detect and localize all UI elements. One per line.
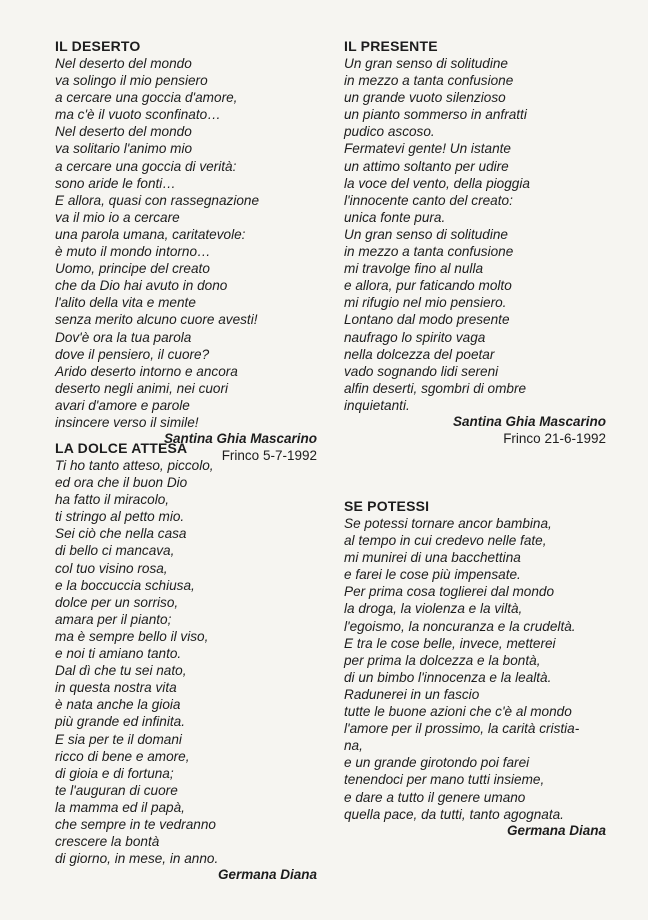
poem-line: di bello ci mancava, bbox=[55, 543, 175, 559]
poem-line: e la boccuccia schiusa, bbox=[55, 577, 195, 593]
poem-line: va il mio io a cercare bbox=[55, 209, 180, 225]
poem-line: l'amore per il prossimo, la carità cristia- bbox=[344, 721, 580, 737]
poem-line: ha fatto il miracolo, bbox=[55, 492, 170, 508]
poem-la-dolce-attesa bbox=[55, 440, 317, 883]
poem-line: che sempre in te vedranno bbox=[55, 816, 216, 832]
poem-line: avari d'amore e parole bbox=[55, 397, 190, 413]
poem-author: Germana Diana bbox=[506, 822, 606, 838]
poem-line: di un bimbo l'innocenza e la lealtà. bbox=[344, 669, 552, 685]
poem-line: E allora, quasi con rassegnazione bbox=[55, 192, 260, 208]
poem-line: deserto negli animi, nei cuori bbox=[55, 380, 229, 396]
poem-line: na, bbox=[344, 738, 363, 754]
poem-lines bbox=[55, 457, 317, 867]
poem-line: al tempo in cui credevo nelle fate, bbox=[344, 533, 547, 549]
poem-line: e noi ti amiano tanto. bbox=[55, 646, 182, 662]
poem-line: unica fonte pura. bbox=[344, 209, 446, 225]
poem-line: mi munirei di una bacchettina bbox=[344, 550, 521, 566]
poem-line: Nel deserto del mondo bbox=[55, 124, 192, 140]
poem-line: in mezzo a tanta confusione bbox=[344, 244, 514, 260]
poem-line: dove il pensiero, il cuore? bbox=[55, 346, 210, 362]
poem-line: un attimo soltanto per udire bbox=[344, 158, 509, 174]
poem-lines bbox=[55, 55, 317, 431]
poem-line: Per prima cosa toglierei dal mondo bbox=[344, 584, 555, 600]
poem-line: ti stringo al petto mio. bbox=[55, 509, 185, 525]
poem-line: a cercare una goccia di verità: bbox=[55, 158, 237, 174]
poem-line: tutte le buone azioni che c'è al mondo bbox=[344, 704, 572, 720]
poem-title: IL PRESENTE bbox=[344, 38, 438, 54]
poem-place-date: Frinco 21-6-1992 bbox=[503, 430, 606, 446]
poem-line: va solingo il mio pensiero bbox=[55, 73, 208, 89]
poem-line: va solitario l'animo mio bbox=[55, 141, 193, 157]
poem-se-potessi bbox=[344, 498, 606, 839]
poem-line: Fermatevi gente! Un istante bbox=[344, 141, 511, 157]
poem-place-date: Frinco 5-7-1992 bbox=[221, 448, 317, 464]
poem-line: E sia per te il domani bbox=[55, 731, 182, 747]
poem-line: è muto il mondo intorno… bbox=[55, 244, 211, 260]
poem-title: SE POTESSI bbox=[344, 498, 430, 514]
poem-line: Sei ciò che nella casa bbox=[55, 526, 187, 542]
poem-line: mi travolge fino al nulla bbox=[344, 261, 484, 277]
poem-line: te l'auguran di cuore bbox=[55, 782, 178, 798]
poem-line: Radunerei in un fascio bbox=[344, 686, 480, 702]
poem-line: più grande ed infinita. bbox=[55, 714, 185, 730]
poem-line: Dal dì che tu sei nato, bbox=[55, 663, 187, 679]
poem-line: naufrago lo spirito vaga bbox=[344, 329, 486, 345]
poem-line: tenendoci per mano tutti insieme, bbox=[344, 772, 545, 788]
poem-line: crescere la bontà bbox=[55, 834, 160, 850]
poem-line: la mamma ed il papà, bbox=[55, 799, 185, 815]
poem-line: Lontano dal modo presente bbox=[344, 312, 510, 328]
poem-author: Santina Ghia Mascarino bbox=[163, 431, 317, 447]
poem-line: l'egoismo, la noncuranza e la crudeltà. bbox=[344, 618, 576, 634]
poem-line: vado sognando lidi sereni bbox=[344, 363, 499, 379]
poem-line: ricco di bene e amore, bbox=[55, 748, 190, 764]
poem-line: in questa nostra vita bbox=[55, 680, 177, 696]
poem-author: Germana Diana bbox=[217, 867, 317, 883]
poem-lines bbox=[344, 515, 606, 823]
poem-line: una parola umana, caritatevole: bbox=[55, 226, 246, 242]
poem-line: la droga, la violenza e la viltà, bbox=[344, 601, 523, 617]
poem-line: amara per il pianto; bbox=[55, 611, 172, 627]
poem-line: inquietanti. bbox=[344, 397, 410, 413]
poem-line: sono aride le fonti… bbox=[55, 175, 176, 191]
poem-line: ed ora che il buon Dio bbox=[55, 475, 188, 491]
poem-line: di giorno, in mese, in anno. bbox=[55, 851, 219, 867]
poem-title: IL DESERTO bbox=[55, 38, 141, 54]
poem-line: in mezzo a tanta confusione bbox=[344, 73, 514, 89]
poem-lines bbox=[344, 55, 606, 414]
poem-line: e allora, pur faticando molto bbox=[344, 278, 512, 294]
poem-line: a cercare una goccia d'amore, bbox=[55, 90, 238, 106]
poem-line: l'alito della vita e mente bbox=[55, 295, 196, 311]
poem-line: Se potessi tornare ancor bambina, bbox=[344, 516, 552, 531]
poem-line: è nata anche la gioia bbox=[55, 697, 181, 713]
poem-line: quella pace, da tutti, tanto agognata. bbox=[344, 806, 564, 822]
poem-line: e dare a tutto il genere umano bbox=[344, 789, 526, 805]
poem-line: che da Dio hai avuto in dono bbox=[55, 278, 228, 294]
poem-line: ma c'è il vuoto sconfinato… bbox=[55, 107, 221, 123]
poem-title: LA DOLCE ATTESA bbox=[55, 440, 188, 456]
poem-line: Nel deserto del mondo bbox=[55, 56, 192, 71]
poem-line: insincere verso il simile! bbox=[55, 414, 199, 430]
poem-line: col tuo visino rosa, bbox=[55, 560, 168, 576]
poem-line: e farei le cose più impensate. bbox=[344, 567, 521, 583]
poem-author: Santina Ghia Mascarino bbox=[452, 413, 606, 429]
poem-line: un pianto sommerso in anfratti bbox=[344, 107, 527, 123]
poem-line: Arido deserto intorno e ancora bbox=[55, 363, 238, 379]
poem-line: Un gran senso di solitudine bbox=[344, 56, 508, 71]
poem-line: Uomo, principe del creato bbox=[55, 261, 210, 277]
poem-line: dolce per un sorriso, bbox=[55, 594, 179, 610]
poem-line: un grande vuoto silenzioso bbox=[344, 90, 506, 106]
poem-line: e un grande girotondo poi farei bbox=[344, 755, 530, 771]
poem-line: Un gran senso di solitudine bbox=[344, 226, 508, 242]
poem-il-deserto bbox=[55, 38, 317, 464]
poem-il-presente bbox=[344, 38, 606, 447]
poem-line: ma è sempre bello il viso, bbox=[55, 628, 209, 644]
poem-line: Ti ho tanto atteso, piccolo, bbox=[55, 458, 214, 473]
poem-line: senza merito alcuno cuore avesti! bbox=[55, 312, 258, 328]
poem-line: E tra le cose belle, invece, metterei bbox=[344, 635, 556, 651]
poem-line: mi rifugio nel mio pensiero. bbox=[344, 295, 507, 311]
poem-line: alfin deserti, sgombri di ombre bbox=[344, 380, 527, 396]
poem-line: la voce del vento, della pioggia bbox=[344, 175, 530, 191]
poem-line: Dov'è ora la tua parola bbox=[55, 329, 192, 345]
poem-line: per prima la dolcezza e la bontà, bbox=[344, 652, 541, 668]
poem-line: nella dolcezza del poetar bbox=[344, 346, 495, 362]
poem-line: di gioia e di fortuna; bbox=[55, 765, 174, 781]
poem-line: l'innocente canto del creato: bbox=[344, 192, 513, 208]
poem-line: pudico ascoso. bbox=[344, 124, 435, 140]
